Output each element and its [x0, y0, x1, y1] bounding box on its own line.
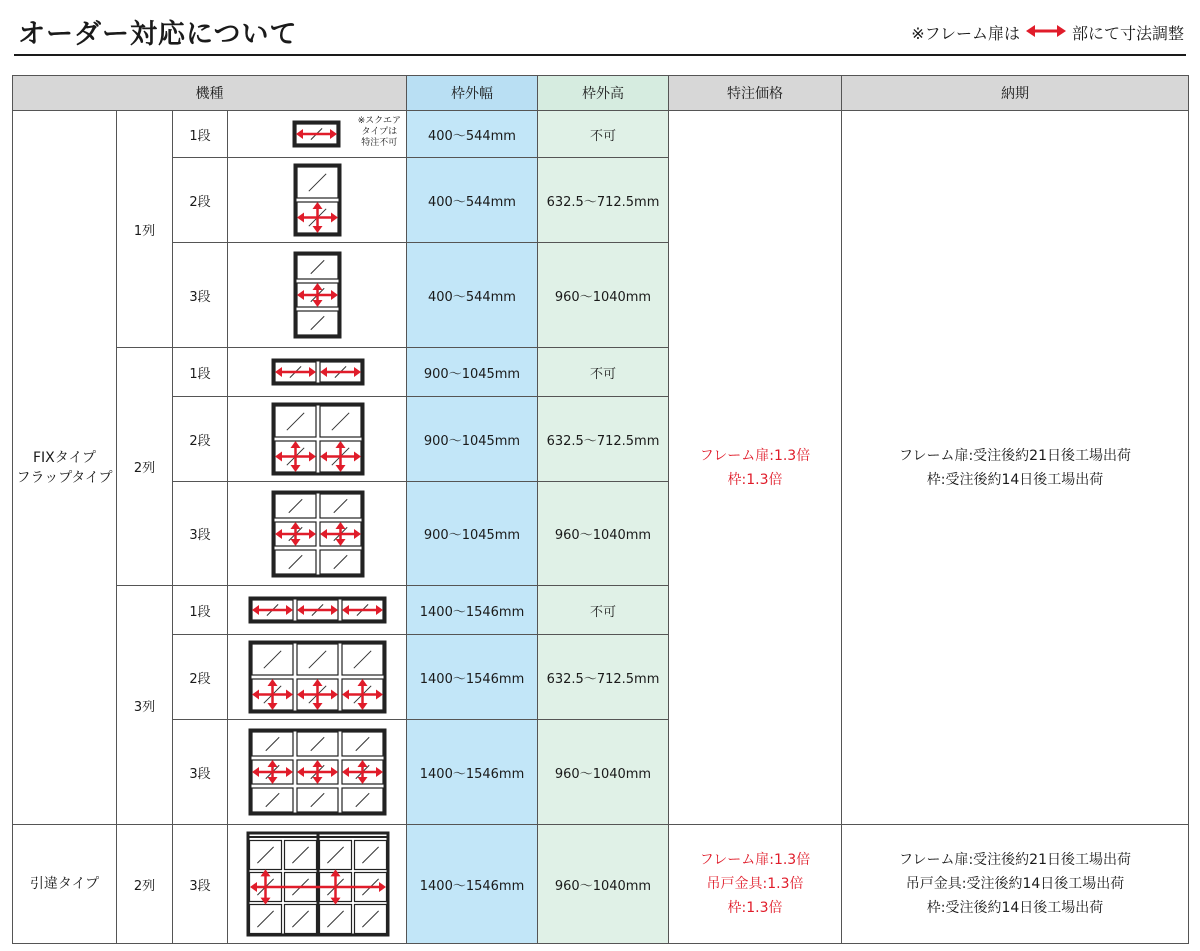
- note-prefix: ※フレーム扉は: [911, 24, 1020, 43]
- custom-price: [669, 825, 842, 944]
- cabinet-diagram: [228, 586, 407, 634]
- frame-height: 960〜1040mm: [538, 720, 669, 825]
- column-count: 3列: [117, 586, 173, 825]
- diagram-cell: [228, 586, 407, 635]
- frame-height: 不可: [538, 586, 669, 635]
- cabinet-diagram: [228, 635, 407, 719]
- tier-count: 2段: [173, 158, 228, 243]
- price-line: 吊戸金具:1.3倍: [706, 876, 804, 892]
- cabinet-diagram: [228, 397, 407, 481]
- diagram-cell: [228, 397, 407, 482]
- price-line: 枠:1.3倍: [727, 471, 783, 488]
- table-row: [13, 825, 1189, 944]
- note-line: ※スクエア: [357, 116, 401, 126]
- diagram-cell: [228, 243, 407, 348]
- cabinet-diagram: [228, 482, 407, 585]
- note-line: タイプは: [361, 127, 398, 137]
- delivery-line: 吊戸金具:受注後約14日後工場出荷: [905, 876, 1125, 892]
- cabinet-diagram: [228, 158, 407, 242]
- square-type-note: [358, 116, 401, 149]
- tier-count: 2段: [173, 397, 228, 482]
- header-delivery: 納期: [842, 76, 1189, 111]
- double-arrow-icon: [1026, 23, 1066, 43]
- delivery-line: フレーム扉:受注後約21日後工場出荷: [899, 852, 1131, 868]
- cabinet-diagram: [228, 348, 407, 396]
- page-header: [14, 8, 1186, 56]
- frame-height: 960〜1040mm: [538, 825, 669, 944]
- price-line: フレーム扉:1.3倍: [699, 447, 811, 464]
- frame-width: 1400〜1546mm: [407, 586, 538, 635]
- price-line: 枠:1.3倍: [727, 900, 783, 916]
- tier-count: 2段: [173, 635, 228, 720]
- frame-height: 632.5〜712.5mm: [538, 158, 669, 243]
- header-row: [13, 76, 1189, 111]
- frame-height: 632.5〜712.5mm: [538, 397, 669, 482]
- order-spec-table: [12, 75, 1189, 944]
- column-count: 1列: [117, 111, 173, 348]
- delivery-time: [842, 825, 1189, 944]
- frame-height: 960〜1040mm: [538, 243, 669, 348]
- delivery-time: [842, 111, 1189, 825]
- tier-count: 3段: [173, 825, 228, 944]
- custom-price: [669, 111, 842, 825]
- frame-width: 900〜1045mm: [407, 397, 538, 482]
- diagram-cell: [228, 348, 407, 397]
- diagram-cell: [228, 158, 407, 243]
- header-width: 枠外幅: [407, 76, 538, 111]
- frame-width: 1400〜1546mm: [407, 720, 538, 825]
- note-line: 特注不可: [361, 138, 398, 148]
- header-model: 機種: [13, 76, 407, 111]
- frame-height: 不可: [538, 348, 669, 397]
- tier-count: 3段: [173, 243, 228, 348]
- type-line: フラップタイプ: [16, 469, 113, 486]
- frame-width: 900〜1045mm: [407, 482, 538, 586]
- tier-count: 3段: [173, 482, 228, 586]
- diagram-cell: [228, 825, 407, 944]
- cabinet-diagram: [228, 720, 407, 824]
- frame-height: 不可: [538, 111, 669, 158]
- note-suffix: 部にて寸法調整: [1071, 24, 1184, 43]
- delivery-line: 枠:受注後約14日後工場出荷: [926, 900, 1104, 916]
- header-height: 枠外高: [538, 76, 669, 111]
- page-title: オーダー対応について: [18, 19, 298, 50]
- size-adjust-note: [911, 21, 1184, 44]
- price-line: フレーム扉:1.3倍: [699, 852, 811, 868]
- frame-height: 960〜1040mm: [538, 482, 669, 586]
- diagram-cell: [228, 635, 407, 720]
- delivery-line: 枠:受注後約14日後工場出荷: [926, 471, 1104, 488]
- frame-width: 400〜544mm: [407, 243, 538, 348]
- tier-count: 1段: [173, 348, 228, 397]
- frame-width: 1400〜1546mm: [407, 825, 538, 944]
- frame-width: 400〜544mm: [407, 111, 538, 158]
- diagram-cell: [228, 111, 407, 158]
- table-row: [13, 111, 1189, 158]
- type-sliding: 引違タイプ: [13, 825, 117, 944]
- type-fix-flap: [13, 111, 117, 825]
- delivery-line: フレーム扉:受注後約21日後工場出荷: [899, 447, 1131, 464]
- frame-width: 1400〜1546mm: [407, 635, 538, 720]
- cabinet-diagram: [228, 243, 407, 347]
- type-line: FIXタイプ: [32, 449, 97, 466]
- diagram-cell: [228, 482, 407, 586]
- diagram-cell: [228, 720, 407, 825]
- frame-width: 900〜1045mm: [407, 348, 538, 397]
- column-count: 2列: [117, 348, 173, 586]
- header-price: 特注価格: [669, 76, 842, 111]
- tier-count: 3段: [173, 720, 228, 825]
- column-count: 2列: [117, 825, 173, 944]
- frame-height: 632.5〜712.5mm: [538, 635, 669, 720]
- sliding-cabinet-diagram: [228, 825, 407, 943]
- frame-width: 400〜544mm: [407, 158, 538, 243]
- tier-count: 1段: [173, 586, 228, 635]
- tier-count: 1段: [173, 111, 228, 158]
